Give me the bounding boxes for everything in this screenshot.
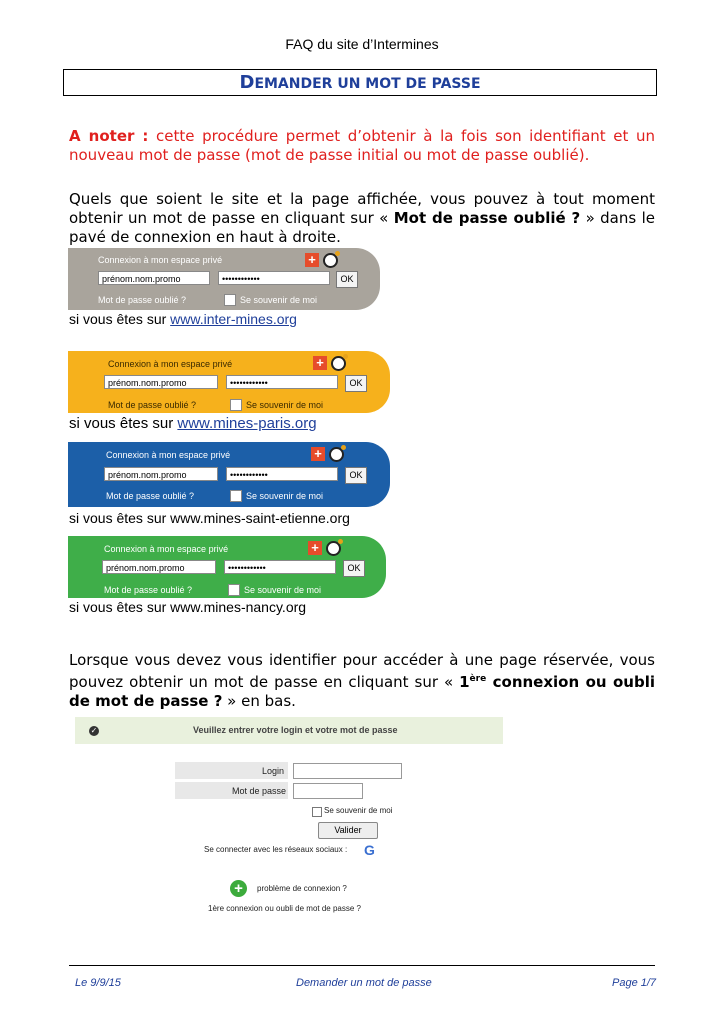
remember-checkbox[interactable] (230, 490, 242, 502)
plus-icon[interactable]: + (313, 356, 327, 370)
panel-title: Connexion à mon espace privé (104, 544, 229, 554)
login-banner-text: Veuillez entrer votre login et votre mot de passe (193, 725, 398, 735)
site-prefix: si vous êtes sur (69, 510, 171, 526)
site-prefix: si vous êtes sur (69, 599, 171, 615)
footer-page: Page 1/7 (612, 977, 657, 989)
forgot-password-link[interactable]: Mot de passe oublié ? (98, 295, 187, 305)
check-icon: ✓ (90, 726, 98, 735)
refresh-icon[interactable] (329, 447, 344, 462)
social-login-label (204, 845, 347, 854)
remember-label: Se souvenir de moi (324, 806, 393, 815)
remember-checkbox[interactable] (230, 399, 242, 411)
username-field[interactable]: prénom.nom.promo (104, 375, 218, 389)
ok-button[interactable]: OK (343, 560, 365, 577)
forgot-password-link[interactable]: Mot de passe oublié ? (108, 400, 197, 410)
password-field[interactable]: •••••••••••• (226, 467, 338, 481)
note-label: A noter : (69, 127, 149, 145)
refresh-icon[interactable] (331, 356, 346, 371)
refresh-icon[interactable] (326, 541, 341, 556)
intro-text-before: Quels que soient le site et la page affichée, vous pouvez à tout moment obtenir un mot de passe en cliquant sur « (69, 190, 655, 227)
page-title (63, 69, 657, 96)
login-input[interactable] (293, 763, 402, 779)
login-panel-mines-paris (68, 351, 390, 413)
plus-icon[interactable]: + (305, 253, 319, 267)
title-initial: D (239, 72, 255, 93)
panel-title: Connexion à mon espace privé (108, 359, 233, 369)
password-field[interactable]: •••••••••••• (226, 375, 338, 389)
remember-checkbox[interactable] (224, 294, 236, 306)
site-text-mines-nancy: www.mines-nancy.org (170, 599, 307, 615)
footer-title: Demander un mot de passe (296, 977, 432, 989)
validate-button[interactable]: Valider (318, 822, 378, 839)
site-note-2 (69, 414, 655, 433)
site-link-intermines[interactable]: www.inter-mines.org (170, 311, 297, 327)
plus-icon[interactable]: + (311, 447, 325, 461)
login-panel-mines-nancy (68, 536, 386, 598)
panel-title: Connexion à mon espace privé (98, 255, 223, 265)
second-paragraph (69, 651, 655, 711)
intro-paragraph (69, 190, 655, 247)
site-link-mines-paris[interactable]: www.mines-paris.org (177, 415, 317, 432)
note-text: cette procédure permet d’obtenir à la fois son identifiant et un nouveau mot de passe (mot de passe initial ou mot de passe oublié). (69, 127, 655, 164)
google-icon[interactable]: G (364, 842, 375, 858)
footer-date: Le 9/9/15 (75, 977, 121, 989)
username-field[interactable]: prénom.nom.promo (98, 271, 210, 285)
intro-text-after: » dans le pavé de connexion en haut à droite. (69, 209, 655, 246)
ok-button[interactable]: OK (345, 467, 367, 484)
site-note-3 (69, 510, 350, 526)
site-prefix: si vous êtes sur (69, 311, 171, 327)
password-field[interactable]: •••••••••••• (224, 560, 336, 574)
site-prefix: si vous êtes sur (69, 415, 178, 432)
first-login-link[interactable]: 1ère connexion ou oubli de mot de passe ? (208, 904, 361, 913)
remember-checkbox[interactable] (228, 584, 240, 596)
second-text-after: » en bas. (222, 692, 296, 710)
footer-divider (69, 965, 655, 966)
panel-title: Connexion à mon espace privé (106, 450, 231, 460)
login-panel-mines-saint-etienne (68, 442, 390, 507)
username-field[interactable]: prénom.nom.promo (102, 560, 216, 574)
plus-icon[interactable]: + (308, 541, 322, 555)
ok-button[interactable]: OK (336, 271, 358, 288)
refresh-icon[interactable] (323, 253, 338, 268)
second-bold-1: 1 (459, 673, 470, 691)
second-text-before: Lorsque vous devez vous identifier pour accéder à une page réservée, vous pouvez obtenir un mot de passe en cliquant sur « (69, 651, 655, 691)
remember-label: Se souvenir de moi (246, 491, 324, 501)
site-note-1 (69, 311, 297, 327)
password-field[interactable]: •••••••••••• (218, 271, 330, 285)
intro-bold: Mot de passe oublié ? (393, 209, 581, 227)
remember-checkbox[interactable] (312, 807, 322, 817)
ok-button[interactable]: OK (345, 375, 367, 392)
site-note-4 (69, 599, 306, 615)
remember-label: Se souvenir de moi (246, 400, 324, 410)
note-paragraph (69, 127, 655, 165)
forgot-password-link[interactable]: Mot de passe oublié ? (104, 585, 193, 595)
login-label: Login (262, 766, 285, 776)
connection-problem-link[interactable]: problème de connexion ? (257, 884, 347, 893)
login-form-screenshot (75, 715, 505, 920)
site-text-mines-saint-etienne: www.mines-saint-etienne.org (170, 510, 350, 526)
social-login-text: Se connecter avec les réseaux sociaux : (204, 845, 348, 854)
title-rest: EMANDER UN MOT DE PASSE (254, 76, 481, 92)
page-header: FAQ du site d’Intermines (285, 36, 439, 52)
second-bold-2: connexion ou oubli de mot de passe ? (69, 673, 655, 710)
password-input[interactable] (293, 783, 363, 799)
forgot-password-link[interactable]: Mot de passe oublié ? (106, 491, 195, 501)
remember-label: Se souvenir de moi (240, 295, 318, 305)
second-superscript: ère (469, 674, 487, 684)
plus-icon[interactable]: + (230, 880, 247, 897)
username-field[interactable]: prénom.nom.promo (104, 467, 218, 481)
password-label: Mot de passe (232, 786, 287, 796)
remember-label: Se souvenir de moi (244, 585, 322, 595)
login-panel-intermines (68, 248, 380, 310)
